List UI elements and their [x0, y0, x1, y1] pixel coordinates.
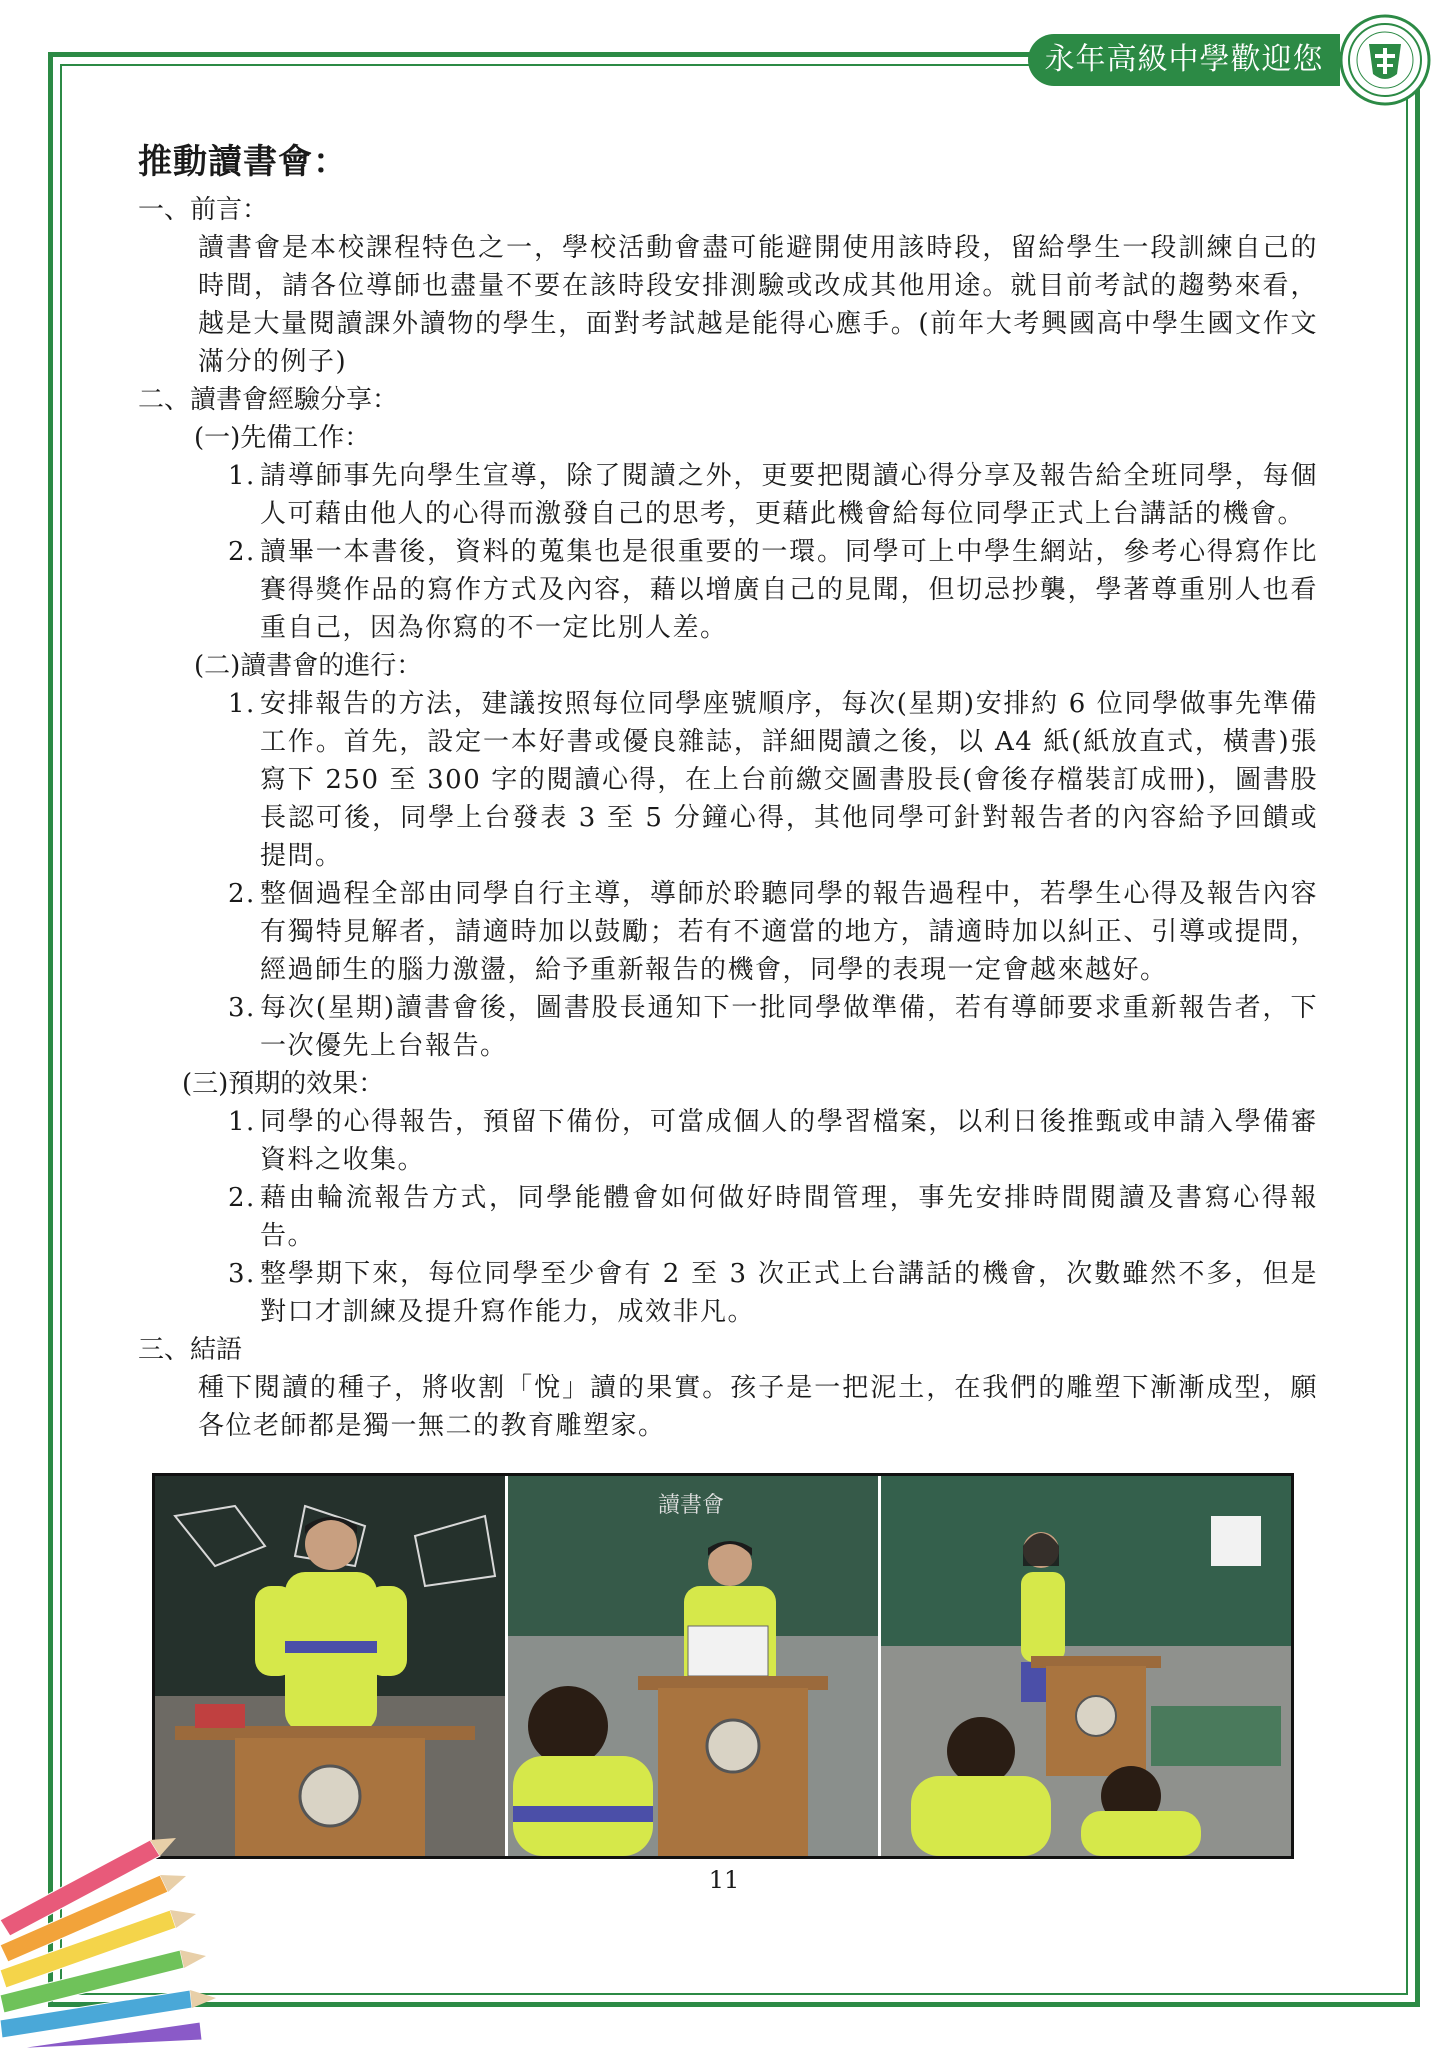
main-content: [138, 134, 1318, 1445]
item-text: 同學的心得報告，預留下備份，可當成個人的學習檔案，以利日後推甄或申請入學備審資料之收集。: [260, 1107, 1318, 1175]
list-item: [228, 1103, 1318, 1179]
item-text: 整學期下來，每位同學至少會有 2 至 3 次正式上台講話的機會，次數雖然不多，但是對口才訓練及提升寫作能力，成效非凡。: [260, 1259, 1318, 1327]
item-text: 請導師事先向學生宣導，除了閱讀之外，更要把閱讀心得分享及報告給全班同學，每個人可藉由他人的心得而激發自己的思考，更藉此機會給每位同學正式上台講話的機會。: [260, 461, 1318, 529]
list-item: [228, 1255, 1318, 1331]
list-item: [228, 457, 1318, 533]
section-1-text: 讀書會是本校課程特色之一，學校活動會盡可能避開使用該時段，留給學生一段訓練自己的時間，請各位導師也盡量不要在該時段安排測驗或改成其他用途。就目前考試的趨勢來看，越是大量閱讀課外讀物的學生，面對考試越是能得心應手。(前年大考興國高中學生國文作文滿分的例子): [198, 233, 1318, 377]
page-title: 推動讀書會：: [138, 142, 348, 182]
subsection-2-heading: (二)讀書會的進行：: [194, 651, 423, 681]
item-number: 2.: [228, 879, 256, 909]
school-seal-icon: [1339, 14, 1431, 106]
item-number: 3.: [228, 1259, 256, 1289]
item-number: 2.: [228, 1183, 256, 1213]
section-3-heading: 三、結語: [138, 1335, 243, 1365]
colored-pencils-icon: [0, 1800, 220, 2048]
section-2-heading: 二、讀書會經驗分享：: [138, 385, 399, 415]
header-banner: 永年高級中學歡迎您: [1028, 34, 1340, 86]
list-item: [228, 685, 1318, 875]
section-3-text: 種下閱讀的種子，將收割「悅」讀的果實。孩子是一把泥土，在我們的雕塑下漸漸成型，願各位老師都是獨一無二的教育雕塑家。: [198, 1373, 1318, 1441]
chalkboard-text: 讀書會: [658, 1493, 725, 1518]
subsection-3-heading: (三)預期的效果：: [182, 1069, 385, 1099]
item-text: 藉由輪流報告方式，同學能體會如何做好時間管理，事先安排時間閱讀及書寫心得報告。: [260, 1183, 1318, 1251]
item-number: 1.: [228, 461, 256, 491]
list-item: [228, 989, 1318, 1065]
subsection-1-heading: (一)先備工作：: [194, 423, 371, 453]
list-item: [228, 875, 1318, 989]
item-text: 整個過程全部由同學自行主導，導師於聆聽同學的報告過程中，若學生心得及報告內容有獨特見解者，請適時加以鼓勵；若有不適當的地方，請適時加以糾正、引導或提問，經過師生的腦力激盪，給予重新報告的機會，同學的表現一定會越來越好。: [260, 879, 1318, 985]
section-1-heading: 一、前言：: [138, 195, 269, 225]
list-item: [228, 1179, 1318, 1255]
photo-student-speaking-1: [155, 1476, 508, 1856]
item-number: 2.: [228, 537, 256, 567]
item-number: 1.: [228, 1107, 256, 1137]
photo-student-speaking-3: [881, 1476, 1291, 1856]
photo-strip: [152, 1473, 1294, 1859]
item-number: 1.: [228, 689, 256, 719]
item-text: 每次(星期)讀書會後，圖書股長通知下一批同學做準備，若有導師要求重新報告者，下一次優先上台報告。: [260, 993, 1318, 1061]
list-item: [228, 533, 1318, 647]
item-text: 讀畢一本書後，資料的蒐集也是很重要的一環。同學可上中學生網站，參考心得寫作比賽得獎作品的寫作方式及內容，藉以增廣自己的見聞，但切忌抄襲，學著尊重別人也看重自己，因為你寫的不一定比別人差。: [260, 537, 1318, 643]
page-number: 11: [708, 1866, 740, 1894]
item-text: 安排報告的方法，建議按照每位同學座號順序，每次(星期)安排約 6 位同學做事先準備工作。首先，設定一本好書或優良雜誌，詳細閱讀之後，以 A4 紙(紙放直式，橫書)張寫下 250 至 300 字的閱讀心得，在上台前繳交圖書股長(會後存檔裝訂成冊)，圖書股長認可後，同學上台發表 3 至 5 分鐘心得，其他同學可針對報告者的內容給予回饋或提問。: [260, 689, 1318, 871]
photo-student-speaking-2: [508, 1476, 881, 1856]
item-number: 3.: [228, 993, 256, 1023]
